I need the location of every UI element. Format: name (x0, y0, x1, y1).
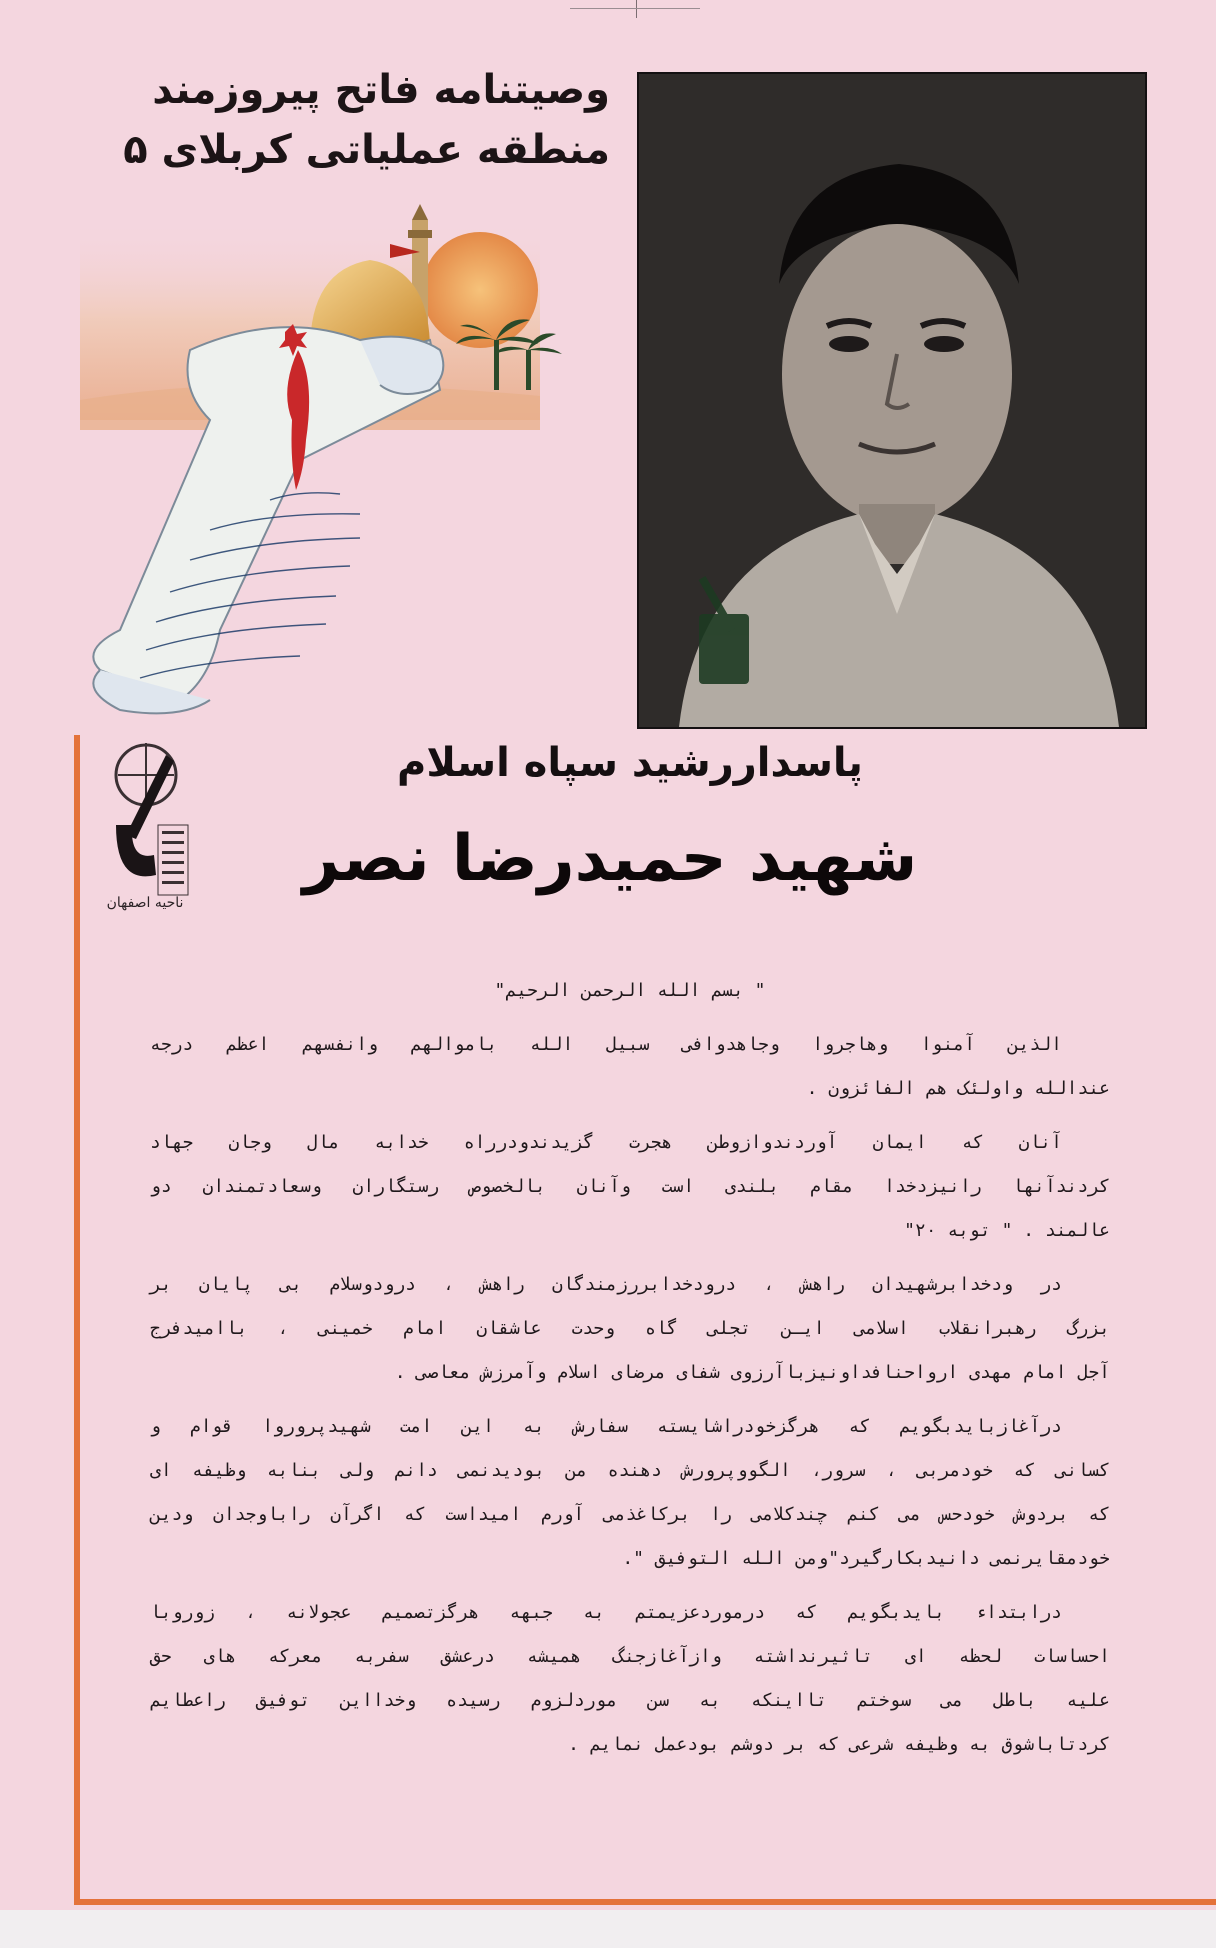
testament-body (150, 980, 1110, 1767)
testament-line: عالمند . " توبه ۲۰" (904, 1220, 1110, 1241)
document-heading (110, 60, 610, 180)
setting-sun (422, 232, 538, 348)
martyr-name-title: شهید حمیدرضا نصر (302, 822, 918, 896)
testament-line: کسانی که خودمربی ، سرور، الگووپرورش دهنده من بودیدنمی دانم ولی بنابه وظیفه ای (150, 1460, 1110, 1481)
testament-paragraph (150, 1121, 1110, 1253)
portrait-face (782, 224, 1012, 524)
fold-mark-horizontal (570, 8, 700, 9)
martyr-portrait-photo (637, 72, 1147, 729)
heading-line-2: منطقه عملیاتی کربلای ۵ (123, 127, 610, 173)
testament-line: درآغازبایدبگویم که هرگزخودراشایسته سفارش به این امت شهیدپروروا قوام و (150, 1416, 1062, 1437)
testament-line: که بردوش خودحس می کنم چندکلامی را برکاغذمی آورم امیداست که اگرآن راباوجدان ودین (150, 1504, 1110, 1525)
paragraph-gap (150, 1581, 1110, 1591)
irgc-emblem-icon (96, 735, 196, 920)
testament-line: کردتاباشوق به وظیفه شرعی که بر دوشم بودعمل نمایم . (568, 1734, 1110, 1755)
paragraph-gap (150, 1111, 1110, 1121)
testament-paragraph (150, 1405, 1110, 1581)
testament-line: عندالله واولئک هم الفائزون . (806, 1078, 1110, 1099)
scan-margin (0, 1910, 1216, 1948)
testament-line: در ودخدابرشهیدان راهش ، درودخدابررزمندگان راهش ، درودوسلام بی پایان بر (150, 1274, 1062, 1295)
testament-paragraph (150, 1591, 1110, 1767)
left-accent-rule (74, 735, 80, 1905)
testament-line: الذین آمنوا وهاجروا وجاهدوافی سبیل الله باموالهم وانفسهم اعظم درجه (150, 1034, 1062, 1055)
testament-line: آجل امام مهدی ارواحنافداونیزباآرزوی شفای مرضای اسلام وآمرزش معاصی . (394, 1362, 1110, 1383)
fold-mark (636, 0, 637, 18)
emblem-caption: ناحیه اصفهان (106, 895, 184, 911)
bismillah-line: " بسم الله الرحمن الرحیم" (494, 980, 766, 1001)
paragraph-gap (150, 1395, 1110, 1405)
testament-line: خودمقایرنمی دانیدبکارگیرد"ومن الله التوفیق ". (622, 1548, 1110, 1569)
testament-line: آنان که ایمان آوردندوازوطن هجرت گزیدندودرراه خدابه مال وجان جهاد (150, 1132, 1062, 1153)
testament-paragraphs (150, 1023, 1110, 1767)
subtitle: پاسداررشید سپاه اسلام (397, 740, 863, 786)
testament-line: احساسات لحظه ای تاثیرنداشته وازآغازجنگ همیشه درعشق سفربه معرکه های حق (150, 1646, 1110, 1667)
bottom-accent-rule (74, 1899, 1216, 1905)
shrine-scroll-illustration (60, 200, 580, 740)
testament-line: درابتداء بایدبگویم که درموردعزیمتم به جبهه هرگزتصمیم عجولانه ، زوروبا (150, 1602, 1062, 1623)
testament-line: بزرگ رهبرانقلاب اسلامی ایـن تجلی گاه وحدت عاشقان امام خمینی ، باامیدفرج (150, 1318, 1110, 1339)
testament-paragraph (150, 1023, 1110, 1111)
testament-line: علیه باطل می سوختم تااینکه به سن موردلزوم رسیده وخدااین توفیق راعطایم (150, 1690, 1110, 1711)
paragraph-gap (150, 1253, 1110, 1263)
testament-line: کردندآنها رانیزدخدا مقام بلندی است وآنان بالخصوص رستگاران وسعادتمندان دو (150, 1176, 1110, 1197)
heading-line-1: وصیتنامه فاتح پیروزمند (152, 67, 610, 113)
testament-paragraph (150, 1263, 1110, 1395)
